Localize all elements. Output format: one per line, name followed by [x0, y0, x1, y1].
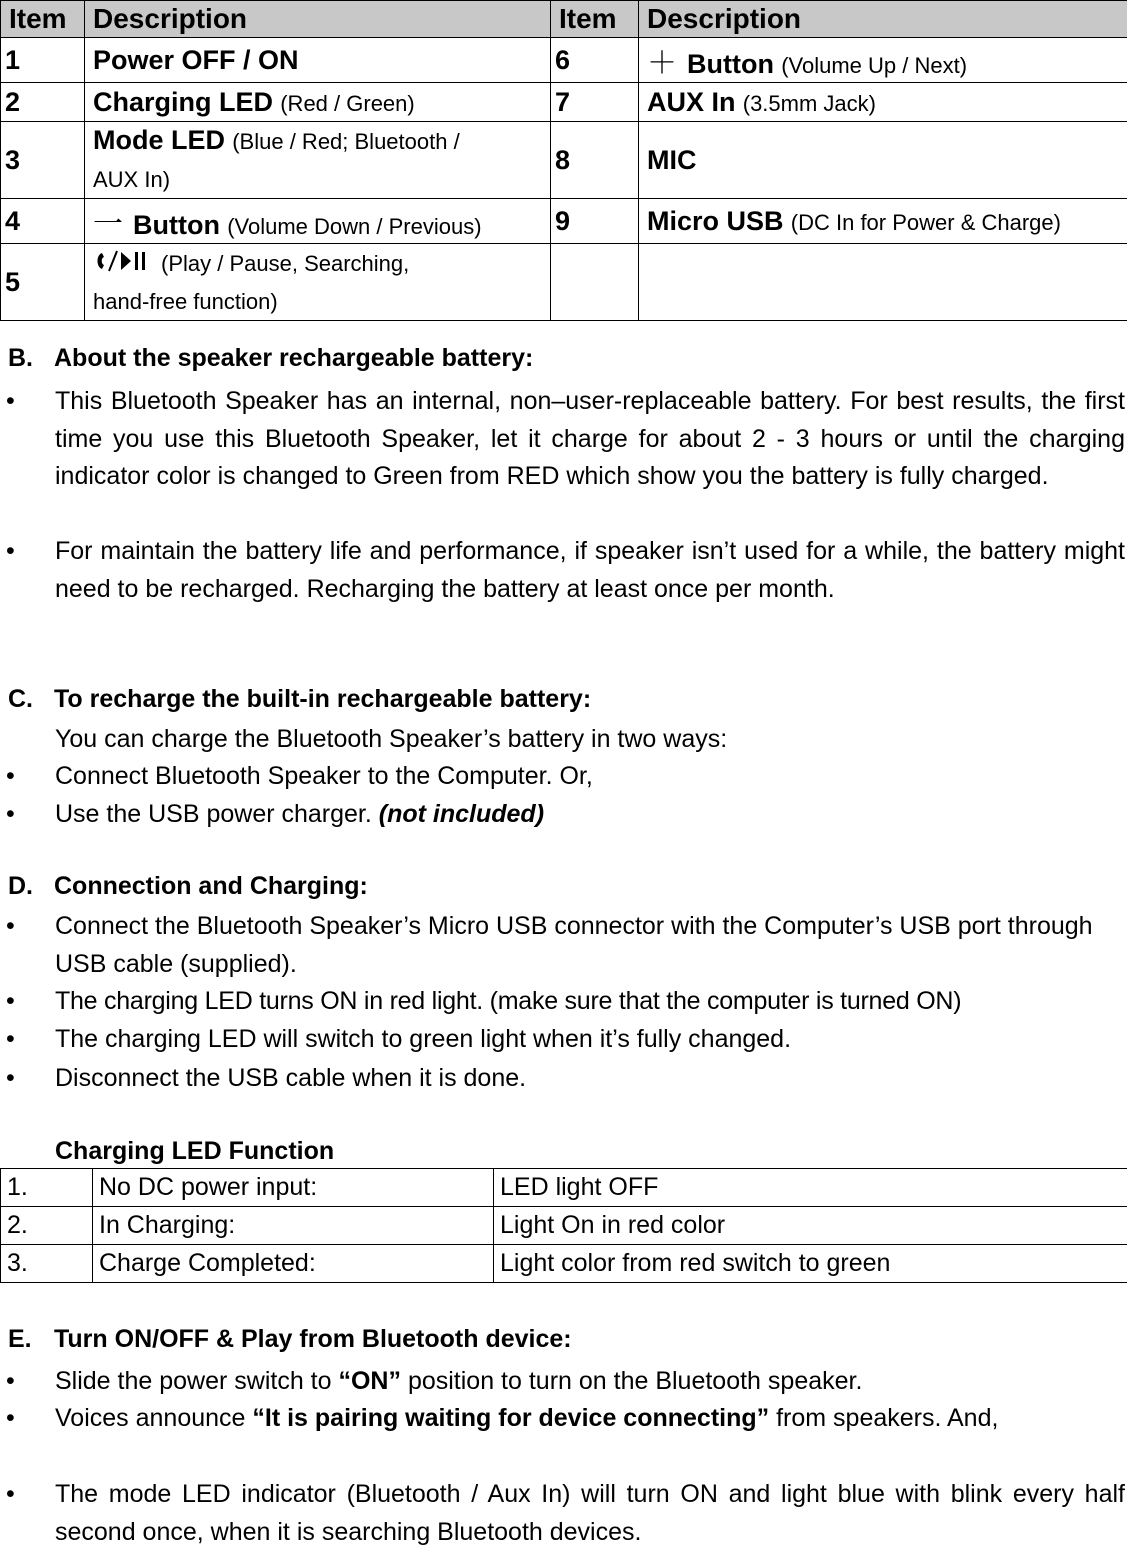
bullet-icon: • [6, 1060, 15, 1098]
items-table [0, 0, 1127, 321]
table-row [1, 1245, 1127, 1283]
section-d-heading: D. Connection and Charging: [8, 872, 368, 901]
table-row [1, 83, 1127, 122]
header-description: Description [85, 1, 551, 38]
header-item: Item [551, 1, 639, 38]
bullet-icon: • [6, 908, 15, 946]
charging-led-title: Charging LED Function [55, 1133, 1125, 1171]
item-number: 1 [1, 38, 85, 83]
led-num: 2. [1, 1207, 93, 1245]
bullet-icon: • [6, 383, 15, 421]
table-row [1, 1207, 1127, 1245]
item-number: 5 [1, 244, 85, 321]
item-number: 9 [551, 199, 639, 244]
minus-icon: 一 [93, 208, 123, 241]
led-state: No DC power input: [93, 1169, 494, 1207]
table-row [1, 122, 1127, 199]
item-description [639, 244, 1127, 321]
item-number: 2 [1, 83, 85, 122]
led-result: LED light OFF [494, 1169, 1127, 1207]
header-description: Description [639, 1, 1127, 38]
section-c-heading: C. To recharge the built-in rechargeable battery: [8, 685, 591, 714]
led-result: Light color from red switch to green [494, 1245, 1127, 1283]
bullet-icon: • [6, 1363, 15, 1401]
manual-page: Item Description Item Description 1 Power OFF / ON 6 ＋ Button (Volume Up / Next) 2 Charging LED (Red / Green) 7 AUX In (3.5mm Jack) 3 Mode LED (Blue / Red; Bluetooth / AUX In) 8 MIC 4 一 Button (Volume Down / Previous) 9 Micro USB (DC In for Power & Charge) 5 (Play / Pause, Searching, hand-free function) B. About the speaker rechargeable battery: • This Bluetooth Speaker has an internal, non–user-replaceable battery. For best results, the first time you use this Bluetooth Speaker, let it charge for about 2 - 3 hours or until the charging indicator color is changed to Green from RED which show you the battery is fully charged. • For maintain the battery life and performance, if speaker isn’t used for a while, the battery might need to be recharged. Recharging the battery at least once per month. C. To recharge the built-in rechargeable battery: You can charge the Bluetooth Speaker’s battery in two ways: • Connect Bluetooth Speaker to the Computer. Or, • Use the USB power charger. (not included) D. Connection and Charging: • Connect the Bluetooth Speaker’s Micro USB connector with the Computer’s USB port through USB cable (supplied). • The charging LED turns ON in red light. (make sure that the computer is turned ON) • The charging LED will switch to green light when it’s fully changed. • Disconnect the USB cable when it is done. Charging LED Function 1. No DC power input: LED light OFF 2. In Charging: Light On in red color 3. Charge Completed: Light color from red switch to green E. Turn ON/OFF & Play from Bluetooth device: • Slide the power switch to “ON” position to turn on the Bluetooth speaker. • Voices announce “It is pairing waiting for device connecting” from speakers. And, • The mode LED indicator (Bluetooth / Aux In) will turn ON and light blue with blink every half second once, when it is searching Bluetooth devices. [0, 0, 1127, 1546]
item-description: Micro USB (DC In for Power & Charge) [639, 199, 1127, 244]
phone-play-pause-icon [93, 249, 153, 273]
item-description: AUX In (3.5mm Jack) [639, 83, 1127, 122]
item-description: Charging LED (Red / Green) [85, 83, 551, 122]
item-description: Mode LED (Blue / Red; Bluetooth / AUX In) [85, 122, 551, 199]
item-number [551, 244, 639, 321]
header-item: Item [1, 1, 85, 38]
bullet-icon: • [6, 1476, 15, 1514]
item-description: Power OFF / ON [85, 38, 551, 83]
bullet-icon: • [6, 533, 15, 571]
section-b-heading: B. About the speaker rechargeable battery: [8, 344, 533, 373]
led-state: In Charging: [93, 1207, 494, 1245]
section-e-heading: E. Turn ON/OFF & Play from Bluetooth device: [8, 1325, 572, 1354]
items-table-header [1, 1, 1127, 38]
bullet-icon: • [6, 758, 15, 796]
item-description: 一 Button (Volume Down / Previous) [85, 199, 551, 244]
item-number: 3 [1, 122, 85, 199]
charging-led-table [0, 1168, 1127, 1283]
table-row [1, 1169, 1127, 1207]
item-description: MIC [639, 122, 1127, 199]
table-row [1, 38, 1127, 83]
led-num: 1. [1, 1169, 93, 1207]
table-row [1, 244, 1127, 321]
led-state: Charge Completed: [93, 1245, 494, 1283]
plus-icon: ＋ [647, 47, 677, 80]
bullet-icon: • [6, 1400, 15, 1438]
bullet-icon: • [6, 1021, 15, 1059]
item-description: (Play / Pause, Searching, hand-free function) [85, 244, 551, 321]
item-number: 7 [551, 83, 639, 122]
item-description: ＋ Button (Volume Up / Next) [639, 38, 1127, 83]
led-result: Light On in red color [494, 1207, 1127, 1245]
table-row [1, 199, 1127, 244]
section-c-intro: You can charge the Bluetooth Speaker’s battery in two ways: [55, 721, 1125, 759]
item-number: 8 [551, 122, 639, 199]
item-number: 4 [1, 199, 85, 244]
item-number: 6 [551, 38, 639, 83]
led-num: 3. [1, 1245, 93, 1283]
bullet-icon: • [6, 796, 15, 834]
bullet-icon: • [6, 983, 15, 1021]
not-included-note: (not included) [379, 800, 544, 828]
